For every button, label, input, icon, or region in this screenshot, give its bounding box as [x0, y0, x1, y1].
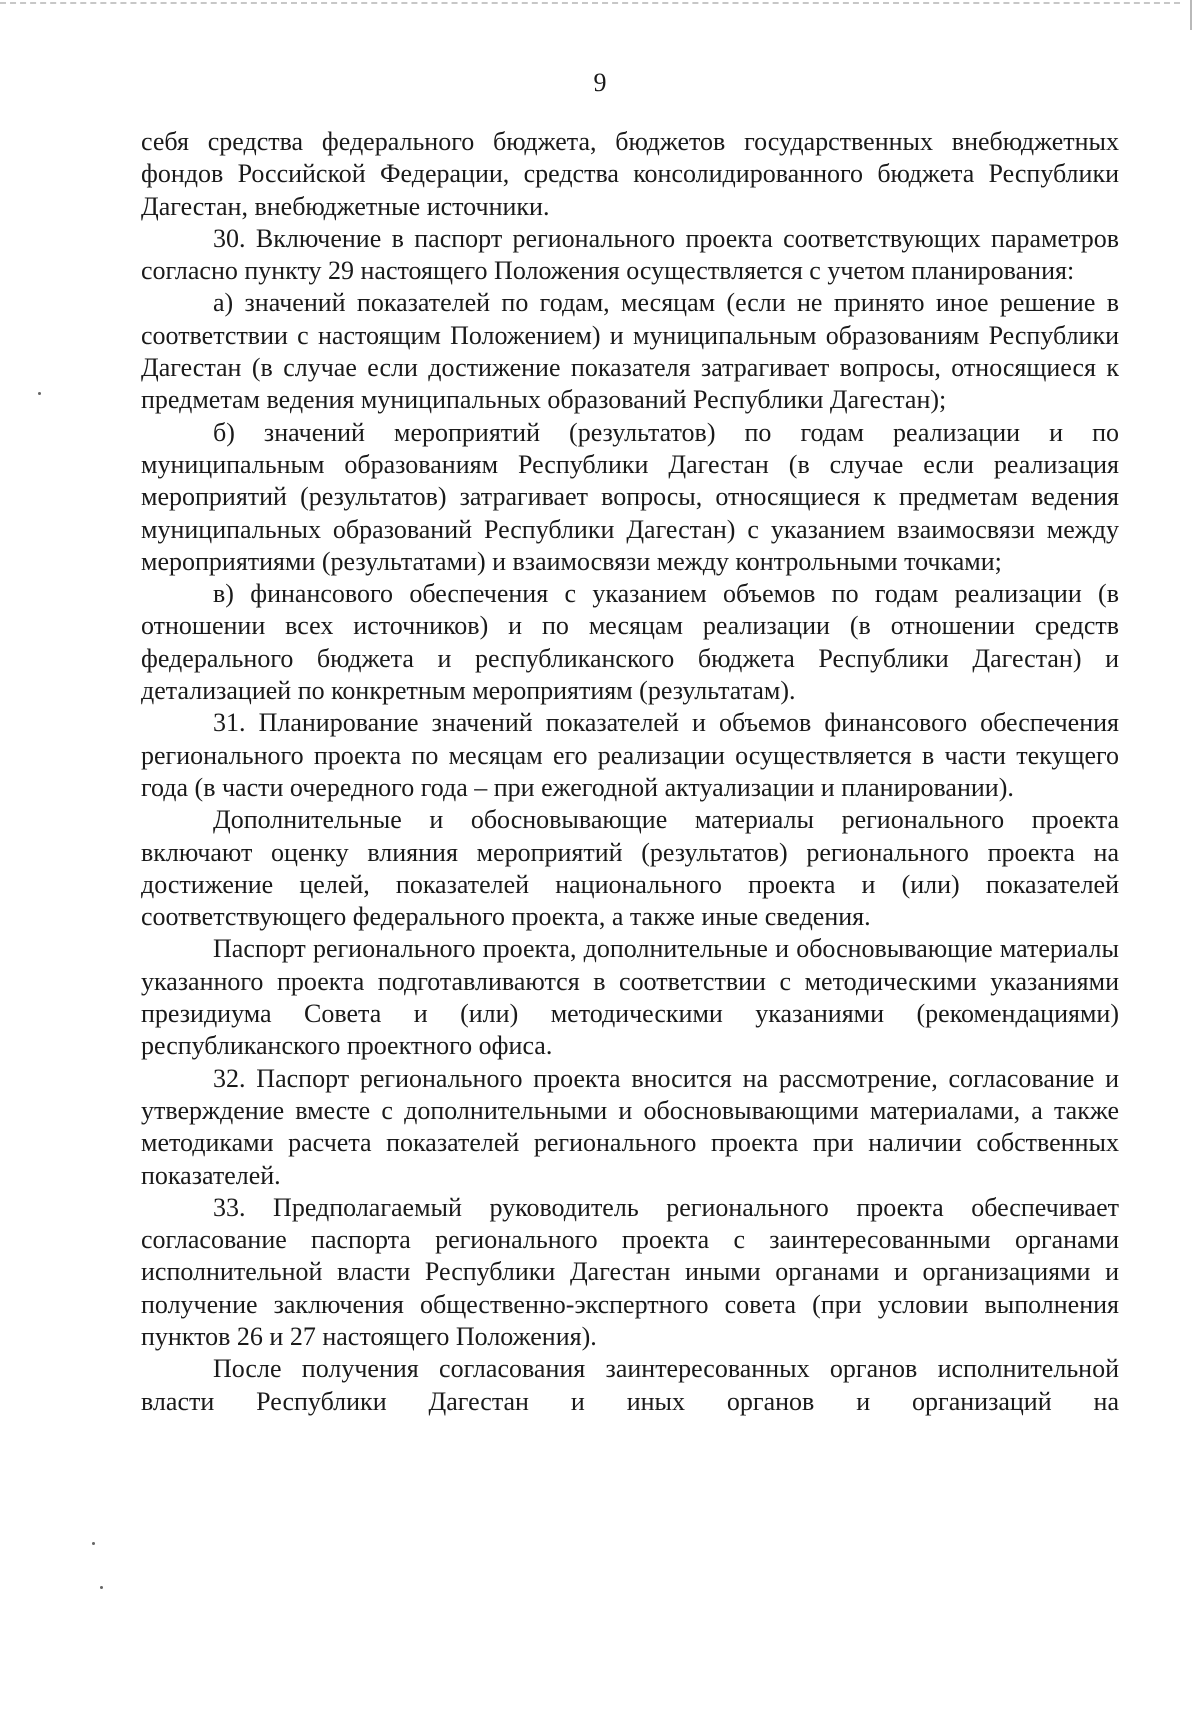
- paragraph: После получения согласования заинтересованных органов исполнительной власти Республики Дагестан и иных органов и организаций на: [141, 1354, 1119, 1416]
- page-number: 9: [593, 68, 607, 97]
- paragraph: в) финансового обеспечения с указанием объемов по годам реализации (в отношении всех источников) и по месяцам реализации (в отношении средств федерального бюджета и республиканского бюджета Республики Дагестан) и детализацией по конкретным мероприятиям (результатам).: [141, 579, 1119, 706]
- paragraph: Паспорт регионального проекта, дополнительные и обосновывающие материалы указанного проекта подготавливаются в соответствии с методическими указаниями президиума Совета и (или) методическими указаниями (рекомендациями) республиканского проектного офиса.: [141, 934, 1119, 1061]
- paragraph: а) значений показателей по годам, месяцам (если не принято иное решение в соответствии с настоящим Положением) и муниципальным образованиям Республики Дагестан (в случае если достижение показателя затрагивает вопросы, относящиеся к предметам ведения муниципальных образований Республики Дагестан);: [141, 288, 1119, 415]
- paragraph: 30. Включение в паспорт регионального проекта соответствующих параметров согласно пункту 29 настоящего Положения осуществляется с учетом планирования:: [141, 223, 1119, 286]
- document-body: [141, 126, 1119, 1418]
- paragraph: б) значений мероприятий (результатов) по годам реализации и по муниципальным образованиям Республики Дагестан (в случае если реализация мероприятий (результатов) затрагивает вопросы, относящиеся к предметам ведения муниципальных образований Республики Дагестан) с указанием взаимосвязи между мероприятиями (результатами) и взаимосвязи между контрольными точками;: [141, 417, 1119, 576]
- scan-speck: [92, 1542, 95, 1545]
- paragraph: себя средства федерального бюджета, бюджетов государственных внебюджетных фондов Российской Федерации, средства консолидированного бюджета Республики Дагестан, внебюджетные источники.: [141, 127, 1119, 221]
- scan-speck: [38, 392, 41, 395]
- scan-top-edge: [0, 2, 1180, 4]
- paragraph: 32. Паспорт регионального проекта вносится на рассмотрение, согласование и утверждение вместе с дополнительными и обосновывающими материалами, а также методиками расчета показателей регионального проекта при наличии собственных показателей.: [141, 1063, 1119, 1190]
- paragraph: 33. Предполагаемый руководитель регионального проекта обеспечивает согласование паспорта регионального проекта с заинтересованными органами исполнительной власти Республики Дагестан иными органами и организациями и получение заключения общественно-экспертного совета (при условии выполнения пунктов 26 и 27 настоящего Положения).: [141, 1192, 1119, 1351]
- scan-right-edge: [1190, 0, 1192, 30]
- paragraph: Дополнительные и обосновывающие материалы регионального проекта включают оценку влияния мероприятий (результатов) регионального проекта на достижение целей, показателей национального проекта и (или) показателей соответствующего федерального проекта, а также иные сведения.: [141, 805, 1119, 932]
- scan-speck: [100, 1586, 103, 1589]
- paragraph: 31. Планирование значений показателей и объемов финансового обеспечения регионального проекта по месяцам его реализации осуществляется в части текущего года (в части очередного года – при ежегодной актуализации и планировании).: [141, 708, 1119, 802]
